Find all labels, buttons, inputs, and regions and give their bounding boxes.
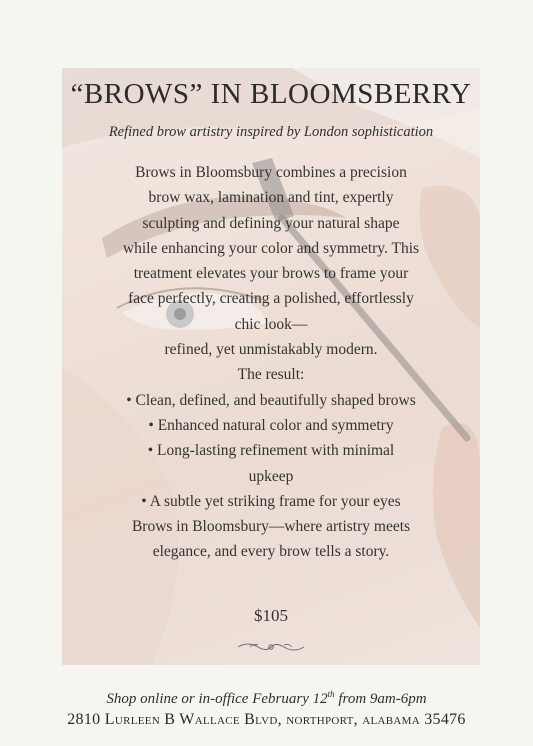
result-bullet: • Long-lasting refinement with minimal [147, 442, 395, 460]
description-line: treatment elevates your brows to frame your [133, 265, 409, 283]
description-line: sculpting and defining your natural shape [142, 214, 400, 232]
description-line: chic look— [234, 315, 308, 333]
event-date-text: Shop online or in-office February 12 [106, 691, 328, 707]
result-bullet: • Enhanced natural color and symmetry [148, 416, 394, 434]
description-line: face perfectly, creating a polished, effortlessly [128, 290, 414, 308]
description-line: refined, yet unmistakably modern. [164, 341, 378, 359]
flyer-subtitle: Refined brow artistry inspired by London sophistication [108, 124, 434, 140]
result-bullet: • A subtle yet striking frame for your eyes [141, 492, 401, 510]
closing-line: elegance, and every brow tells a story. [152, 543, 390, 561]
flyer-content [62, 68, 480, 665]
description-line: Brows in Bloomsbury combines a precision [135, 164, 407, 181]
description-line: while enhancing your color and symmetry. This [122, 239, 420, 257]
flourish-divider-icon [236, 640, 306, 654]
result-heading: The result: [237, 366, 305, 384]
flyer-card [62, 68, 480, 665]
price-label: $105 [254, 606, 288, 625]
service-description [82, 160, 460, 565]
result-bullet: • Clean, defined, and beautifully shaped brows [126, 391, 416, 409]
store-address: 2810 Lurleen B Wallace Blvd, northport, alabama 35476 [67, 711, 466, 728]
event-details [0, 689, 533, 708]
flyer-title: “BROWS” IN BLOOMSBERRY [70, 78, 472, 110]
date-ordinal-suffix: th [327, 689, 335, 699]
event-hours-text: from 9am-6pm [334, 691, 427, 707]
result-bullet-continued: upkeep [248, 467, 294, 485]
description-line: brow wax, lamination and tint, expertly [148, 189, 394, 207]
closing-line: Brows in Bloomsbury—where artistry meets [131, 518, 411, 536]
